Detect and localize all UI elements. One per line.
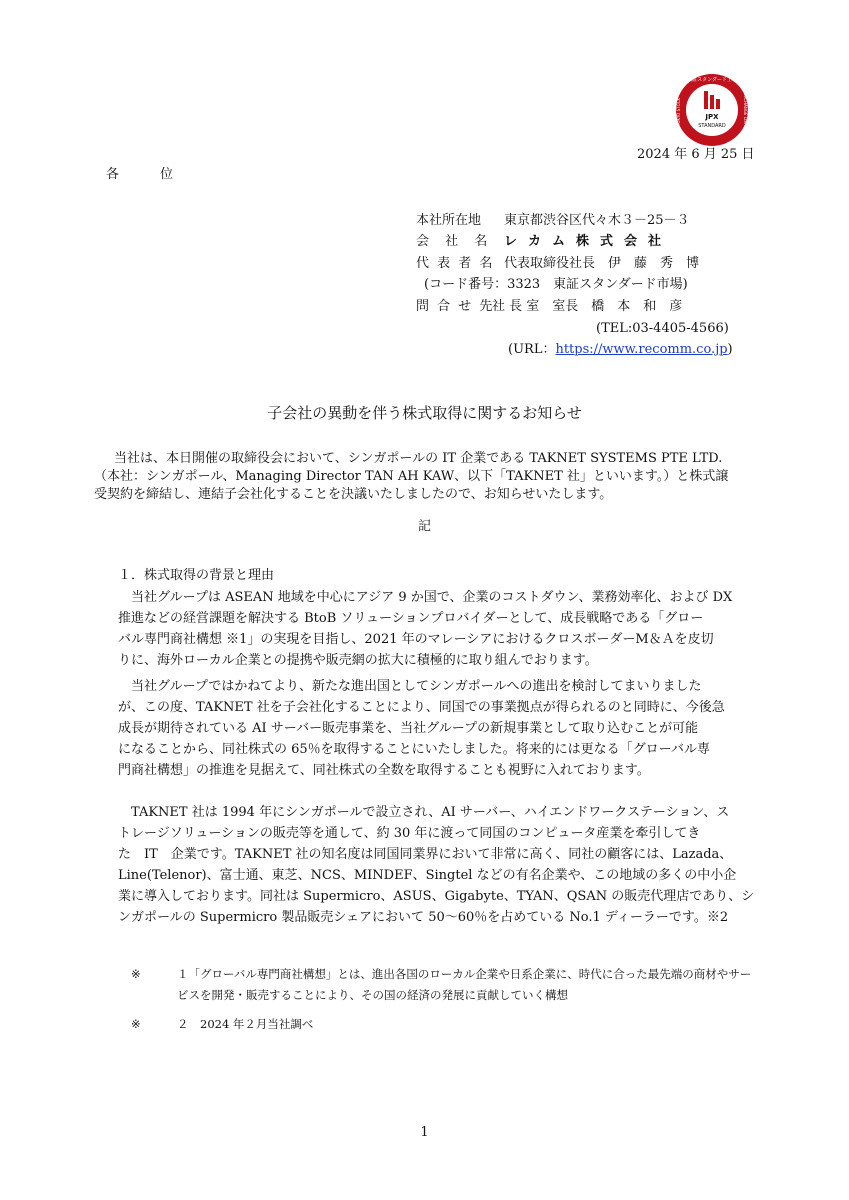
company-name-line bbox=[416, 233, 672, 251]
contact-line bbox=[416, 298, 682, 316]
logo-ring-left-text: TOKYO STOCK bbox=[676, 97, 681, 127]
logo-bottom-text: STANDARD bbox=[698, 123, 726, 129]
paragraph-line: 当社グループは ASEAN 地域を中心にアジア 9 か国で、企業のコストダウン、業務効率化、および DX bbox=[131, 590, 733, 605]
section-paragraph-2 bbox=[118, 676, 758, 781]
address-label: 本社所在地 bbox=[416, 213, 482, 228]
address-line bbox=[416, 212, 690, 230]
url-suffix: ) bbox=[727, 342, 733, 357]
paragraph-line: 成長が期待されている AI サーバー販売事業を、当社グループの新規事業として取り込むことが可能 bbox=[118, 721, 699, 736]
paragraph-line: バル専門商社構想 ※1」の実現を目指し、2021 年のマレーシアにおけるクロスボーダーM＆Ａを皮切 bbox=[118, 632, 714, 647]
paragraph-line: Line(Telenor)、富士通、東芝、NCS、MINDEF、Singtel などの有名企業や、この地域の多くの中小企 bbox=[118, 868, 737, 883]
intro-paragraph bbox=[86, 450, 756, 504]
paragraph-line: りに、海外ローカル企業との提携や販売網の拡大に積極的に取り組んでおります。 bbox=[118, 653, 598, 668]
paragraph-line: が、この度、TAKNET 社を子会社化することにより、同国での事業拠点が得られるのと同時に、今後急 bbox=[118, 700, 725, 715]
contact-label: 問 合 せ 先 bbox=[416, 299, 495, 314]
logo-ring-right-text: EXCHANGE LISTED bbox=[743, 93, 748, 131]
ki-marker: 記 bbox=[417, 519, 431, 534]
footnote-mark: ※ bbox=[131, 967, 141, 981]
representative-label: 代 表 者 名 bbox=[416, 256, 495, 271]
paragraph-line: た IT 企業です。TAKNET 社の知名度は同国同業界において非常に高く、同社の顧客には、Lazada、 bbox=[118, 847, 733, 862]
url-prefix: (URL： bbox=[508, 342, 556, 357]
jpx-standard-logo bbox=[674, 72, 750, 148]
document-title: 子会社の異動を伴う株式取得に関するお知らせ bbox=[267, 404, 582, 422]
representative-value: 代表取締役社長 伊 藤 秀 博 bbox=[504, 256, 700, 271]
section-heading: １．株式取得の背景と理由 bbox=[118, 568, 275, 583]
footnote-2 bbox=[131, 1016, 313, 1033]
paragraph-line: ンガポールの Supermicro 製品販売シェアにおいて 50～60％を占めている No.1 ディーラーです。※2 bbox=[118, 910, 729, 925]
paragraph-line: 業に導入しております。同社は Supermicro、ASUS、Gigabyte、TYAN、QSAN の販売代理店であり、シ bbox=[118, 889, 755, 904]
intro-line: 受契約を締結し、連結子会社化することを決議いたしましたので、お知らせいたします。 bbox=[94, 487, 613, 502]
intro-line: 当社は、本日開催の取締役会において、シンガポールの IT 企業である TAKNET SYSTEMS PTE LTD. bbox=[114, 451, 723, 466]
logo-bar-3 bbox=[716, 99, 720, 109]
document-date: 2024 年 6 月 25 日 bbox=[637, 147, 755, 162]
address-value: 東京都渋谷区代々木３－25－３ bbox=[504, 213, 690, 228]
section-paragraph-1 bbox=[118, 587, 758, 671]
contact-value: 社 長 室 室長 橋 本 和 彦 bbox=[492, 299, 683, 314]
footnote-mark: ※ bbox=[131, 1017, 141, 1031]
intro-line: （本社：シンガポール、Managing Director TAN AH KAW、以下「TAKNET 社」といいます。）と株式譲 bbox=[94, 469, 729, 484]
logo-bar-2 bbox=[710, 95, 714, 109]
logo-mark-text: JPX bbox=[705, 113, 719, 121]
recipient: 各 位 bbox=[106, 167, 188, 182]
company-name-label: 会 社 名 bbox=[416, 234, 494, 249]
section-paragraph-3 bbox=[118, 802, 758, 928]
paragraph-line: 門商社構想」の推進を見据えて、同社株式の全数を取得することも視野に入れております。 bbox=[118, 763, 650, 778]
footnote-text-continued: ビスを開発・販売することにより、その国の経済の発展に貢献していく構想 bbox=[177, 988, 568, 1002]
contact-url-line bbox=[508, 341, 733, 359]
paragraph-line: トレージソリューションの販売等を通して、約 30 年に渡って同国のコンピュータ産業を牽引してき bbox=[118, 826, 701, 841]
contact-tel: (TEL:03-4405-4566) bbox=[596, 321, 729, 336]
paragraph-line: 当社グループではかねてより、新たな進出国としてシンガポールへの進出を検討してまいりました bbox=[131, 679, 702, 694]
footnote-text: ２ 2024 年２月当社調べ bbox=[177, 1017, 314, 1031]
paragraph-line: になることから、同社株式の 65％を取得することにいたしました。将来的には更なる「グローバル専 bbox=[118, 742, 711, 757]
paragraph-line: 推進などの経営課題を解決する BtoB ソリューションプロバイダーとして、成長戦略である「グロー bbox=[118, 611, 704, 626]
logo-top-text: 東証スタンダード上場 bbox=[687, 77, 737, 83]
page-number: 1 bbox=[420, 1125, 429, 1140]
logo-bar-1 bbox=[704, 91, 708, 109]
footnote-text: １「グローバル専門商社構想」とは、進出各国のローカル企業や日系企業に、時代に合った最先端の商材やサー bbox=[177, 967, 752, 981]
footnote-1 bbox=[131, 966, 751, 1004]
paragraph-line: TAKNET 社は 1994 年にシンガポールで設立され、AI サーバー、ハイエンドワークステーション、ス bbox=[131, 805, 730, 820]
company-url-link[interactable]: https://www.recomm.co.jp bbox=[555, 342, 728, 357]
company-name-value: レカム株式会社 bbox=[504, 234, 673, 249]
representative-line bbox=[416, 255, 699, 273]
stock-code: (コード番号：3323 東証スタンダード市場) bbox=[424, 277, 688, 292]
